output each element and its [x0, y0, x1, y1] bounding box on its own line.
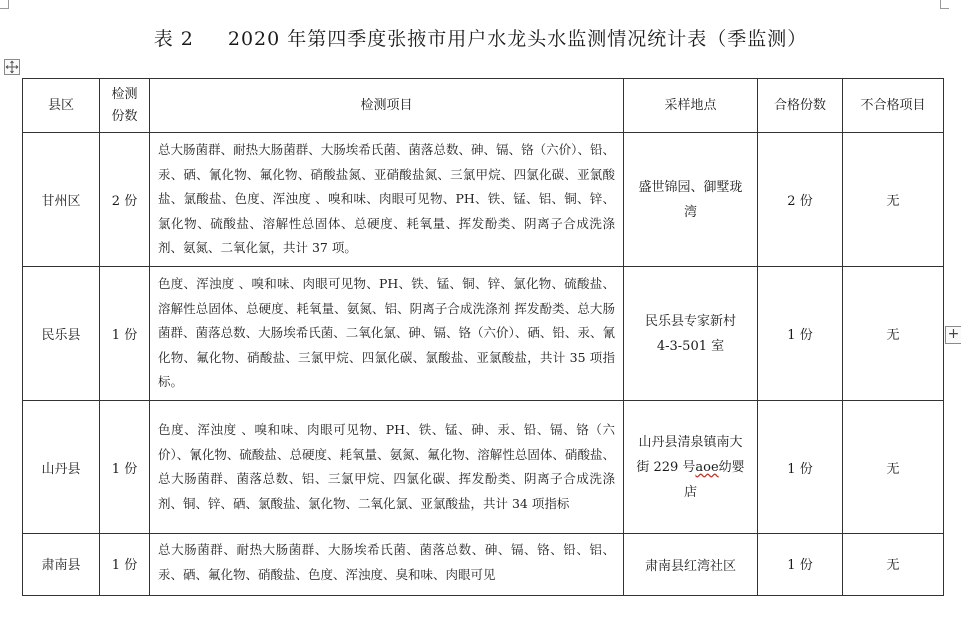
cell-fail: 无	[843, 534, 944, 596]
page-corner-mark-right	[940, 0, 949, 9]
cell-items: 总大肠菌群、耐热大肠菌群、大肠埃希氏菌、菌落总数、砷、镉、铬（六价）、铅、汞、硒、氰化物、氟化物、硝酸盐氮、亚硝酸盐氮、三氯甲烷、四氯化碳、亚氯酸盐、氯酸盐、色度、浑浊度 、嗅和味、肉眼可见物、PH、铁、锰、铝、铜、锌、氯化物、硫酸盐、溶解性总固体、总硬度、耗氧量、挥发酚类、阴离子合成洗涤剂、氨氮、二氧化氯，共计 37 项。	[150, 133, 624, 267]
table-row	[23, 534, 944, 596]
site-line1: 民乐县专家新村	[644, 313, 736, 329]
cell-count: 1 份	[100, 401, 150, 534]
header-site: 采样地点	[624, 79, 758, 133]
header-county: 县区	[23, 79, 100, 133]
cell-site: 肃南县红湾社区	[624, 534, 758, 596]
cell-fail: 无	[843, 267, 944, 401]
cell-pass: 1 份	[758, 267, 843, 401]
cell-pass: 1 份	[758, 401, 843, 534]
header-fail: 不合格项目	[843, 79, 944, 133]
monitoring-table	[22, 78, 944, 596]
cell-pass: 1 份	[758, 534, 843, 596]
header-count	[100, 79, 150, 133]
cell-site: 盛世锦园、御墅珑湾	[624, 133, 758, 267]
cell-county: 肃南县	[23, 534, 100, 596]
table-row	[23, 133, 944, 267]
table-title-text: 2020 年第四季度张掖市用户水龙头水监测情况统计表（季监测）	[227, 28, 808, 50]
spellcheck-word: aoe	[695, 459, 719, 475]
table-row	[23, 401, 944, 534]
add-column-icon[interactable]: +	[945, 326, 961, 344]
cell-fail: 无	[843, 401, 944, 534]
page-corner-mark-left	[0, 0, 9, 9]
table-header-row	[23, 79, 944, 133]
table-row	[23, 267, 944, 401]
site-line2-a: 街 229 号	[636, 459, 696, 475]
cell-items: 总大肠菌群、耐热大肠菌群、大肠埃希氏菌、菌落总数、砷、镉、铬、铅、铝、汞、硒、氟化物、硝酸盐、色度、浑浊度、臭和味、肉眼可见	[150, 534, 624, 596]
table-number: 表 2	[153, 28, 194, 50]
cell-site	[624, 267, 758, 401]
header-pass: 合格份数	[758, 79, 843, 133]
cell-count: 2 份	[100, 133, 150, 267]
header-count-line2: 份数	[111, 108, 138, 124]
header-count-line1: 检测	[111, 86, 138, 102]
site-line1: 山丹县清泉镇南大	[638, 434, 743, 450]
cell-county: 民乐县	[23, 267, 100, 401]
cell-fail: 无	[843, 133, 944, 267]
cell-county: 甘州区	[23, 133, 100, 267]
cell-count: 1 份	[100, 534, 150, 596]
site-line2-c: 幼婴店	[683, 459, 745, 500]
cell-count: 1 份	[100, 267, 150, 401]
table-move-handle-icon[interactable]	[4, 59, 20, 75]
cell-items: 色度、浑浊度 、嗅和味、肉眼可见物、PH、铁、锰、铜、锌、氯化物、硫酸盐、溶解性总固体、总硬度、耗氧量、氨氮、铝、阴离子合成洗涤剂 挥发酚类、总大肠菌群、菌落总数、大肠埃希氏菌、二氧化氯、砷、镉、铬（六价）、硒、铅、汞、氰化物、氟化物、硝酸盐、三氯甲烷、四氯化碳、氯酸盐、亚氯酸盐，共计 35 项指标。	[150, 267, 624, 401]
cell-items: 色度、浑浊度 、嗅和味、肉眼可见物、PH、铁、锰、砷、汞、铅、镉、铬（六价）、氰化物、硫酸盐、总硬度、耗氧量、氨氮、氟化物、溶解性总固体、硝酸盐、总大肠菌群、菌落总数、铝、三氯甲烷、四氯化碳、挥发酚类、阴离子合成洗涤剂、铜、锌、硒、氯酸盐、氯化物、二氧化氯、亚氯酸盐，共计 34 项指标	[150, 401, 624, 534]
cell-county: 山丹县	[23, 401, 100, 534]
cell-site	[624, 401, 758, 534]
table-title	[0, 24, 961, 51]
header-items: 检测项目	[150, 79, 624, 133]
cell-pass: 2 份	[758, 133, 843, 267]
site-line2: 4-3-501 室	[656, 338, 725, 354]
